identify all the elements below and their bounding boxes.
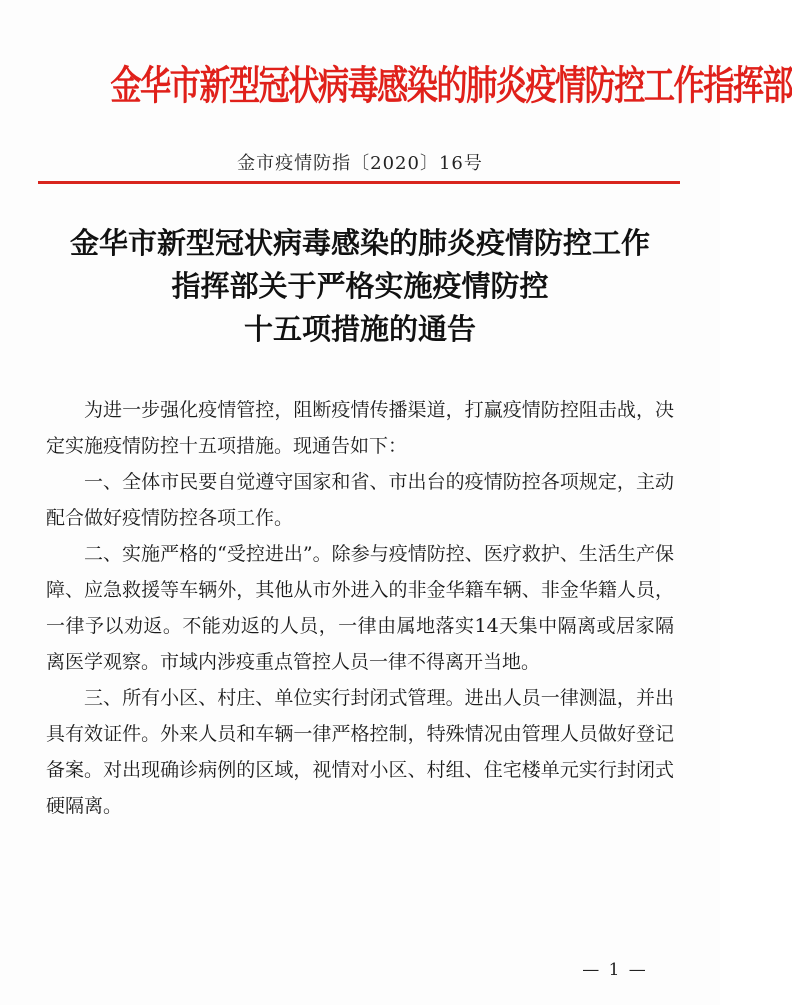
document-title <box>20 222 700 351</box>
red-header-rule <box>38 181 680 184</box>
issuing-authority-header: 金华市新型冠状病毒感染的肺炎疫情防控工作指挥部 <box>110 62 792 109</box>
intro-paragraph: 为进一步强化疫情管控，阻断疫情传播渠道，打赢疫情防控阻击战，决定实施疫情防控十五项措施。现通告如下： <box>46 399 674 457</box>
title-line-2: 指挥部关于严格实施疫情防控 <box>171 269 549 303</box>
title-line-3: 十五项措施的通告 <box>243 312 476 346</box>
page-number: — 1 — <box>582 960 648 980</box>
measure-paragraph-1: 一、全体市民要自觉遵守国家和省、市出台的疫情防控各项规定，主动配合做好疫情防控各项工作。 <box>46 471 674 529</box>
title-line-1: 金华市新型冠状病毒感染的肺炎疫情防控工作 <box>69 226 650 260</box>
document-number: 金市疫情防指〔2020〕16号 <box>237 153 483 174</box>
measure-paragraph-2: 二、实施严格的“受控进出”。除参与疫情防控、医疗救护、生活生产保障、应急救援等车辆外，其他从市外进入的非金华籍车辆、非金华籍人员，一律予以劝返。不能劝返的人员，一律由属地落实14天集中隔离或居家隔离医学观察。市域内涉疫重点管控人员一律不得离开当地。 <box>46 543 674 673</box>
document-body <box>46 392 674 824</box>
measure-paragraph-3: 三、所有小区、村庄、单位实行封闭式管理。进出人员一律测温，并出具有效证件。外来人员和车辆一律严格控制，特殊情况由管理人员做好登记备案。对出现确诊病例的区域，视情对小区、村组、住宅楼单元实行封闭式硬隔离。 <box>46 687 674 817</box>
